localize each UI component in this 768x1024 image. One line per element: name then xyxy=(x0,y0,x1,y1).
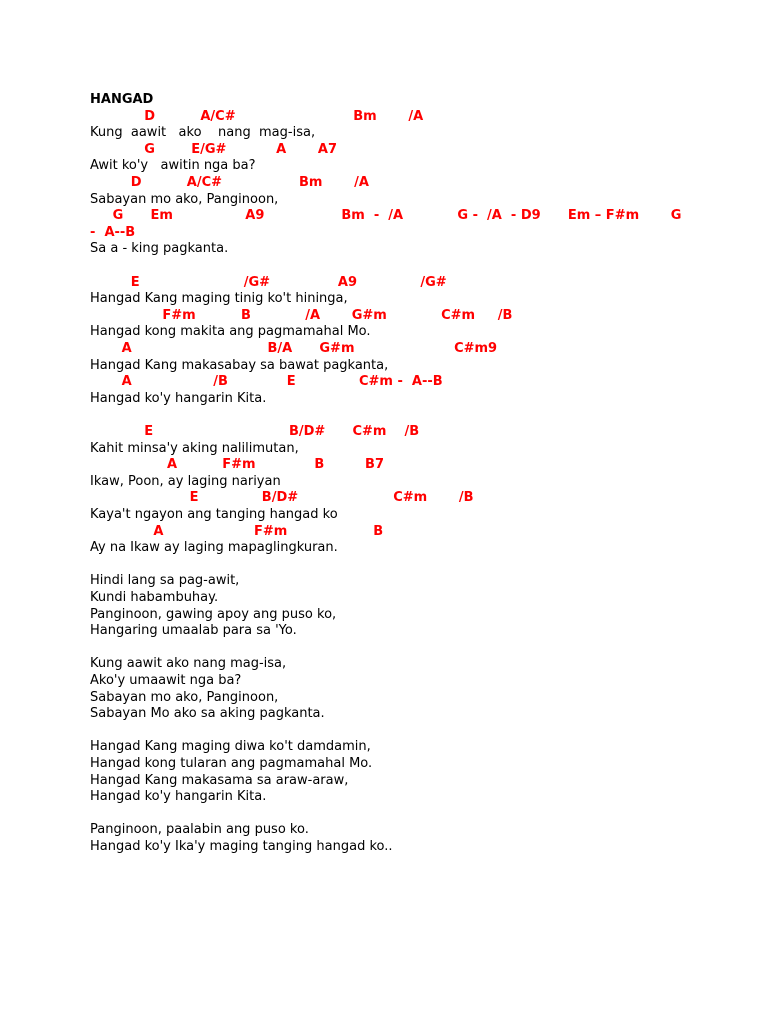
lyric-line: Kundi habambuhay. xyxy=(90,590,219,605)
chord-line: F#m B /A G#m C#m /B xyxy=(90,308,513,323)
lyric-line: Kung aawit ako nang mag-isa, xyxy=(90,125,316,140)
chord-line: A F#m B xyxy=(90,524,384,539)
lyric-line: Hangad Kang maging diwa ko't damdamin, xyxy=(90,739,371,754)
chord-line: A B/A G#m C#m9 xyxy=(90,341,498,356)
lyric-line: Hangad kong makita ang pagmamahal Mo. xyxy=(90,324,371,339)
chord-line: D A/C# Bm /A xyxy=(90,109,424,124)
chord-line: E /G# A9 /G# xyxy=(90,275,447,290)
chord-line: A /B E C#m - A--B xyxy=(90,374,443,389)
chord-line: E B/D# C#m /B xyxy=(90,424,420,439)
lyric-line: Hangad Kang maging tinig ko't hininga, xyxy=(90,291,348,306)
lyric-line: Sa a - king pagkanta. xyxy=(90,241,229,256)
lyric-line: Hangad ko'y hangarin Kita. xyxy=(90,789,267,804)
lyric-line: Hangad ko'y Ika'y maging tanging hangad ko.. xyxy=(90,839,393,854)
lyric-line: Panginoon, gawing apoy ang puso ko, xyxy=(90,607,337,622)
lyric-line: Kahit minsa'y aking nalilimutan, xyxy=(90,441,299,456)
lyric-line: Ako'y umaawit nga ba? xyxy=(90,673,242,688)
lyric-line: Ikaw, Poon, ay laging nariyan xyxy=(90,474,281,489)
chord-line: G Em A9 Bm - /A G - /A - D9 Em – F#m G xyxy=(90,208,682,223)
chord-line: - A--B xyxy=(90,225,136,240)
lyric-line: Panginoon, paalabin ang puso ko. xyxy=(90,822,309,837)
chord-line: G E/G# A A7 xyxy=(90,142,338,157)
lyric-line: Hangaring umaalab para sa 'Yo. xyxy=(90,623,297,638)
lyric-line: Hangad kong tularan ang pagmamahal Mo. xyxy=(90,756,373,771)
lyric-line: Hangad Kang makasama sa araw-araw, xyxy=(90,773,349,788)
lyric-line: Hangad ko'y hangarin Kita. xyxy=(90,391,267,406)
lyric-line: Kaya't ngayon ang tanging hangad ko xyxy=(90,507,338,522)
chord-line: D A/C# Bm /A xyxy=(90,175,369,190)
chord-line: A F#m B B7 xyxy=(90,457,385,472)
song-title: HANGAD xyxy=(90,92,154,107)
lyric-line: Hindi lang sa pag-awit, xyxy=(90,573,240,588)
lyric-line: Ay na Ikaw ay laging mapaglingkuran. xyxy=(90,540,338,555)
lyric-line: Sabayan mo ako, Panginoon, xyxy=(90,192,279,207)
lyric-line: Awit ko'y awitin nga ba? xyxy=(90,158,256,173)
lyric-line: Hangad Kang makasabay sa bawat pagkanta, xyxy=(90,358,389,373)
lyric-line: Sabayan Mo ako sa aking pagkanta. xyxy=(90,706,325,721)
chord-line: E B/D# C#m /B xyxy=(90,490,474,505)
lyric-line: Kung aawit ako nang mag-isa, xyxy=(90,656,287,671)
lyric-line: Sabayan mo ako, Panginoon, xyxy=(90,690,279,705)
